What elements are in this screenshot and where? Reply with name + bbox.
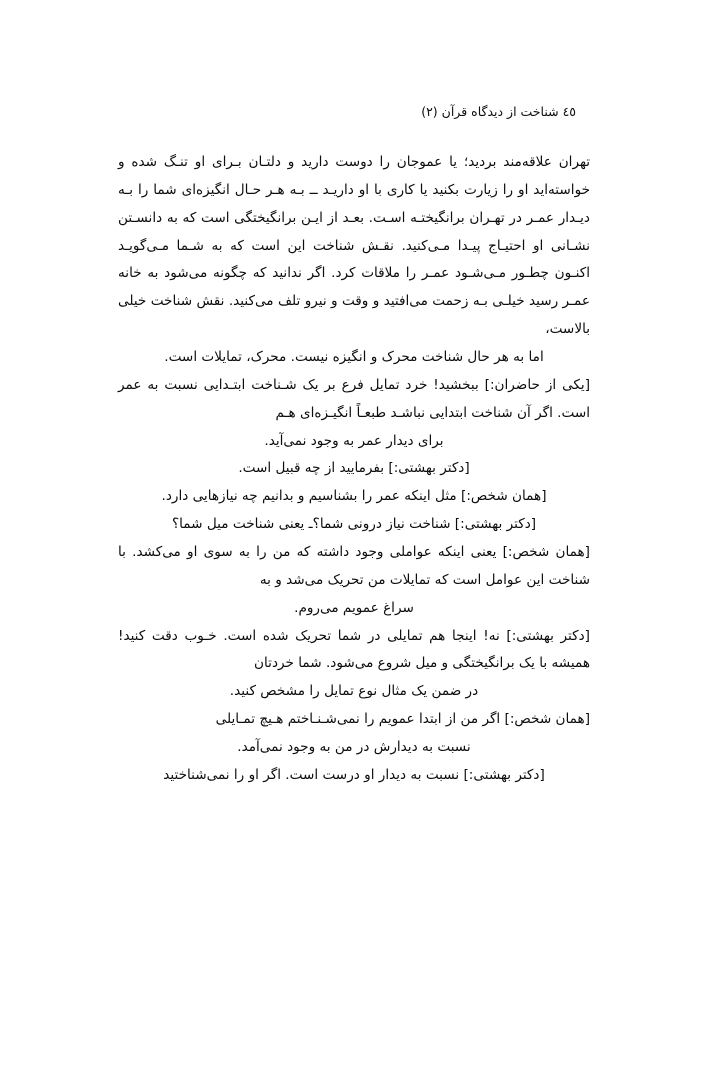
- paragraph-text: [دکتر بهشتی:] نه! اینجا هم تمایلی در شما تحریک شده است. خـوب دقت کنید! همیشه با یک برانگیختگی و میل شروع می‌شود. شما خردتان: [118, 627, 590, 672]
- paragraph: [118, 539, 590, 623]
- document-body: [118, 149, 590, 790]
- paragraph: [118, 372, 590, 456]
- paragraph-tail: اما به هر حال شناخت محرک و انگیزه نیست. محرک، تمایلات است.: [164, 349, 544, 366]
- paragraph-tail: [دکتر بهشتی:] بفرمایید از چه قبیل است.: [238, 460, 470, 477]
- paragraph: [118, 455, 590, 483]
- paragraph: [118, 149, 590, 372]
- paragraph-text: [همان شخص:] یعنی اینکه عواملی وجود داشته که من را به سوی او می‌کشد. با شناخت این عوامل است که تمایلات من تحریک می‌شد و به: [118, 544, 590, 588]
- paragraph-tail: در ضمن یک مثال نوع تمایل را مشخص کنید.: [229, 683, 479, 700]
- paragraph-tail: [دکتر بهشتی:] شناخت نیاز درونی شما؟ـ یعنی شناخت میل شما؟: [171, 516, 537, 533]
- paragraph: [118, 623, 590, 707]
- page-number: ٤٥: [562, 104, 576, 119]
- header-title: شناخت از دیدگاه قرآن (۲): [421, 104, 559, 119]
- paragraph-tail: سراغ عمویم می‌روم.: [294, 599, 414, 616]
- paragraph-tail: نسبت به دیدارش در من به وجود نمی‌آمد.: [237, 739, 471, 756]
- paragraph: [118, 762, 590, 790]
- paragraph-text: [یکی از حاضران:] ببخشید! خرد تمایل فرع بر یک شـناخت ابتـدایی نسبت به عمر است. اگر آن شناخت ابتدایی نباشـد طبعـاً انگیـزه‌ای هـم: [118, 376, 590, 421]
- paragraph: [118, 706, 590, 762]
- paragraph: [118, 511, 590, 539]
- page-header: [118, 104, 590, 119]
- paragraph: [118, 483, 590, 511]
- paragraph-text: تهران علاقه‌مند بردید؛ یا عموجان را دوست دارید و دلتـان بـرای او تنـگ شده و خواسته‌اید او را زیارت بکنید یا کاری با او داریـد ــ بـه هـر حـال انگیزه‌ای شما را بـه دیـدار عمـر در تهـران برانگیختـه اسـت. بعـد از ایـن برانگیختگی است که به دانسـتن نشـانی او احتیـاج پیـدا مـی‌کنید. نقـش شناخت این است که به شـما مـی‌گویـد اکنـون چطـور مـی‌شـود عمـر را ملاقات کرد. اگر ندانید که چگونه می‌شود به خانه عمـر رسید خیلـی بـه زحمت می‌افتید و وقت و نیرو تلف می‌کنید. نقش شناخت خیلی بالاست،: [118, 154, 590, 338]
- paragraph-tail: [همان شخص:] مثل اینکه عمر را بشناسیم و بدانیم چه نیازهایی دارد.: [161, 488, 547, 505]
- paragraph-text: [همان شخص:] اگر من از ابتدا عمویم را نمی‌شـنـاختم هـیچ تمـایلی: [215, 711, 590, 728]
- paragraph-tail: برای دیدار عمر به وجود نمی‌آید.: [264, 432, 444, 449]
- paragraph-tail: [دکتر بهشتی:] نسبت به دیدار او درست است. اگر او را نمی‌شناختید: [163, 766, 545, 783]
